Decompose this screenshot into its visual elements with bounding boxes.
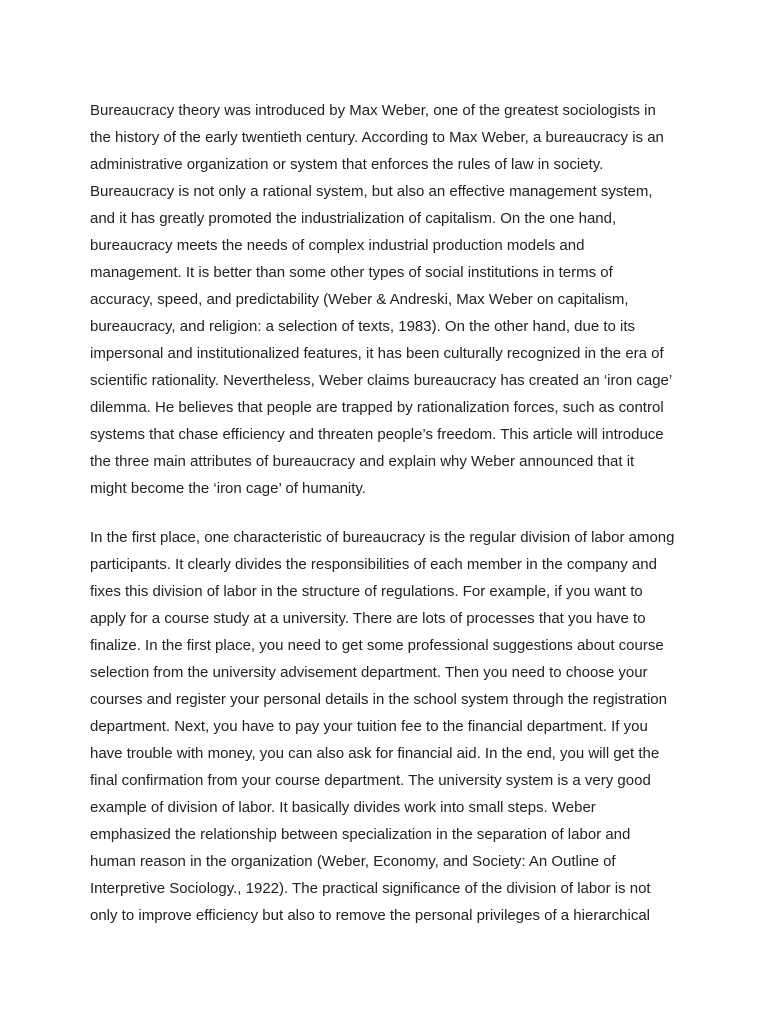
paragraph-1 (90, 97, 690, 502)
text-line: only to improve efficiency but also to remove the personal privileges of a hierarchical (90, 907, 651, 924)
text-line: bureaucracy, and religion: a selection of texts, 1983). On the other hand, due to its (90, 318, 636, 335)
text-line: dilemma. He believes that people are trapped by rationalization forces, such as control (90, 399, 664, 416)
text-line: administrative organization or system that enforces the rules of law in society. (90, 156, 604, 173)
text-line: human reason in the organization (Weber, Economy, and Society: An Outline of (90, 853, 616, 870)
text-line: example of division of labor. It basically divides work into small steps. Weber (90, 799, 596, 816)
text-line: fixes this division of labor in the structure of regulations. For example, if you want to (90, 583, 643, 600)
text-line: might become the ‘iron cage’ of humanity. (90, 480, 366, 497)
text-line: impersonal and institutionalized features, it has been culturally recognized in the era of (90, 345, 664, 362)
text-line: final confirmation from your course department. The university system is a very good (90, 772, 651, 789)
text-line: apply for a course study at a university. There are lots of processes that you have to (90, 610, 646, 627)
text-line: have trouble with money, you can also ask for financial aid. In the end, you will get the (90, 745, 660, 762)
paragraph-2 (90, 524, 690, 929)
text-line: participants. It clearly divides the responsibilities of each member in the company and (90, 556, 657, 573)
text-line: the history of the early twentieth century. According to Max Weber, a bureaucracy is an (90, 129, 664, 146)
text-line: department. Next, you have to pay your tuition fee to the financial department. If you (90, 718, 648, 735)
text-line: systems that chase efficiency and threaten people’s freedom. This article will introduce (90, 426, 664, 443)
text-line: the three main attributes of bureaucracy and explain why Weber announced that it (90, 453, 635, 470)
text-line: bureaucracy meets the needs of complex industrial production models and (90, 237, 585, 254)
text-line: finalize. In the first place, you need to get some professional suggestions about course (90, 637, 664, 654)
text-line: management. It is better than some other types of social institutions in terms of (90, 264, 613, 281)
text-line: and it has greatly promoted the industrialization of capitalism. On the one hand, (90, 210, 617, 227)
text-line: selection from the university advisement department. Then you need to choose your (90, 664, 648, 681)
text-line: courses and register your personal details in the school system through the registration (90, 691, 667, 708)
text-line: Bureaucracy is not only a rational system, but also an effective management system, (90, 183, 653, 200)
text-line: In the first place, one characteristic of bureaucracy is the regular division of labor among (90, 529, 675, 546)
text-line: Interpretive Sociology., 1922). The practical significance of the division of labor is not (90, 880, 651, 897)
text-line: accuracy, speed, and predictability (Weber & Andreski, Max Weber on capitalism, (90, 291, 629, 308)
text-line: scientific rationality. Nevertheless, Weber claims bureaucracy has created an ‘iron cage’ (90, 372, 673, 389)
text-line: Bureaucracy theory was introduced by Max Weber, one of the greatest sociologists in (90, 102, 656, 119)
text-line: emphasized the relationship between specialization in the separation of labor and (90, 826, 631, 843)
